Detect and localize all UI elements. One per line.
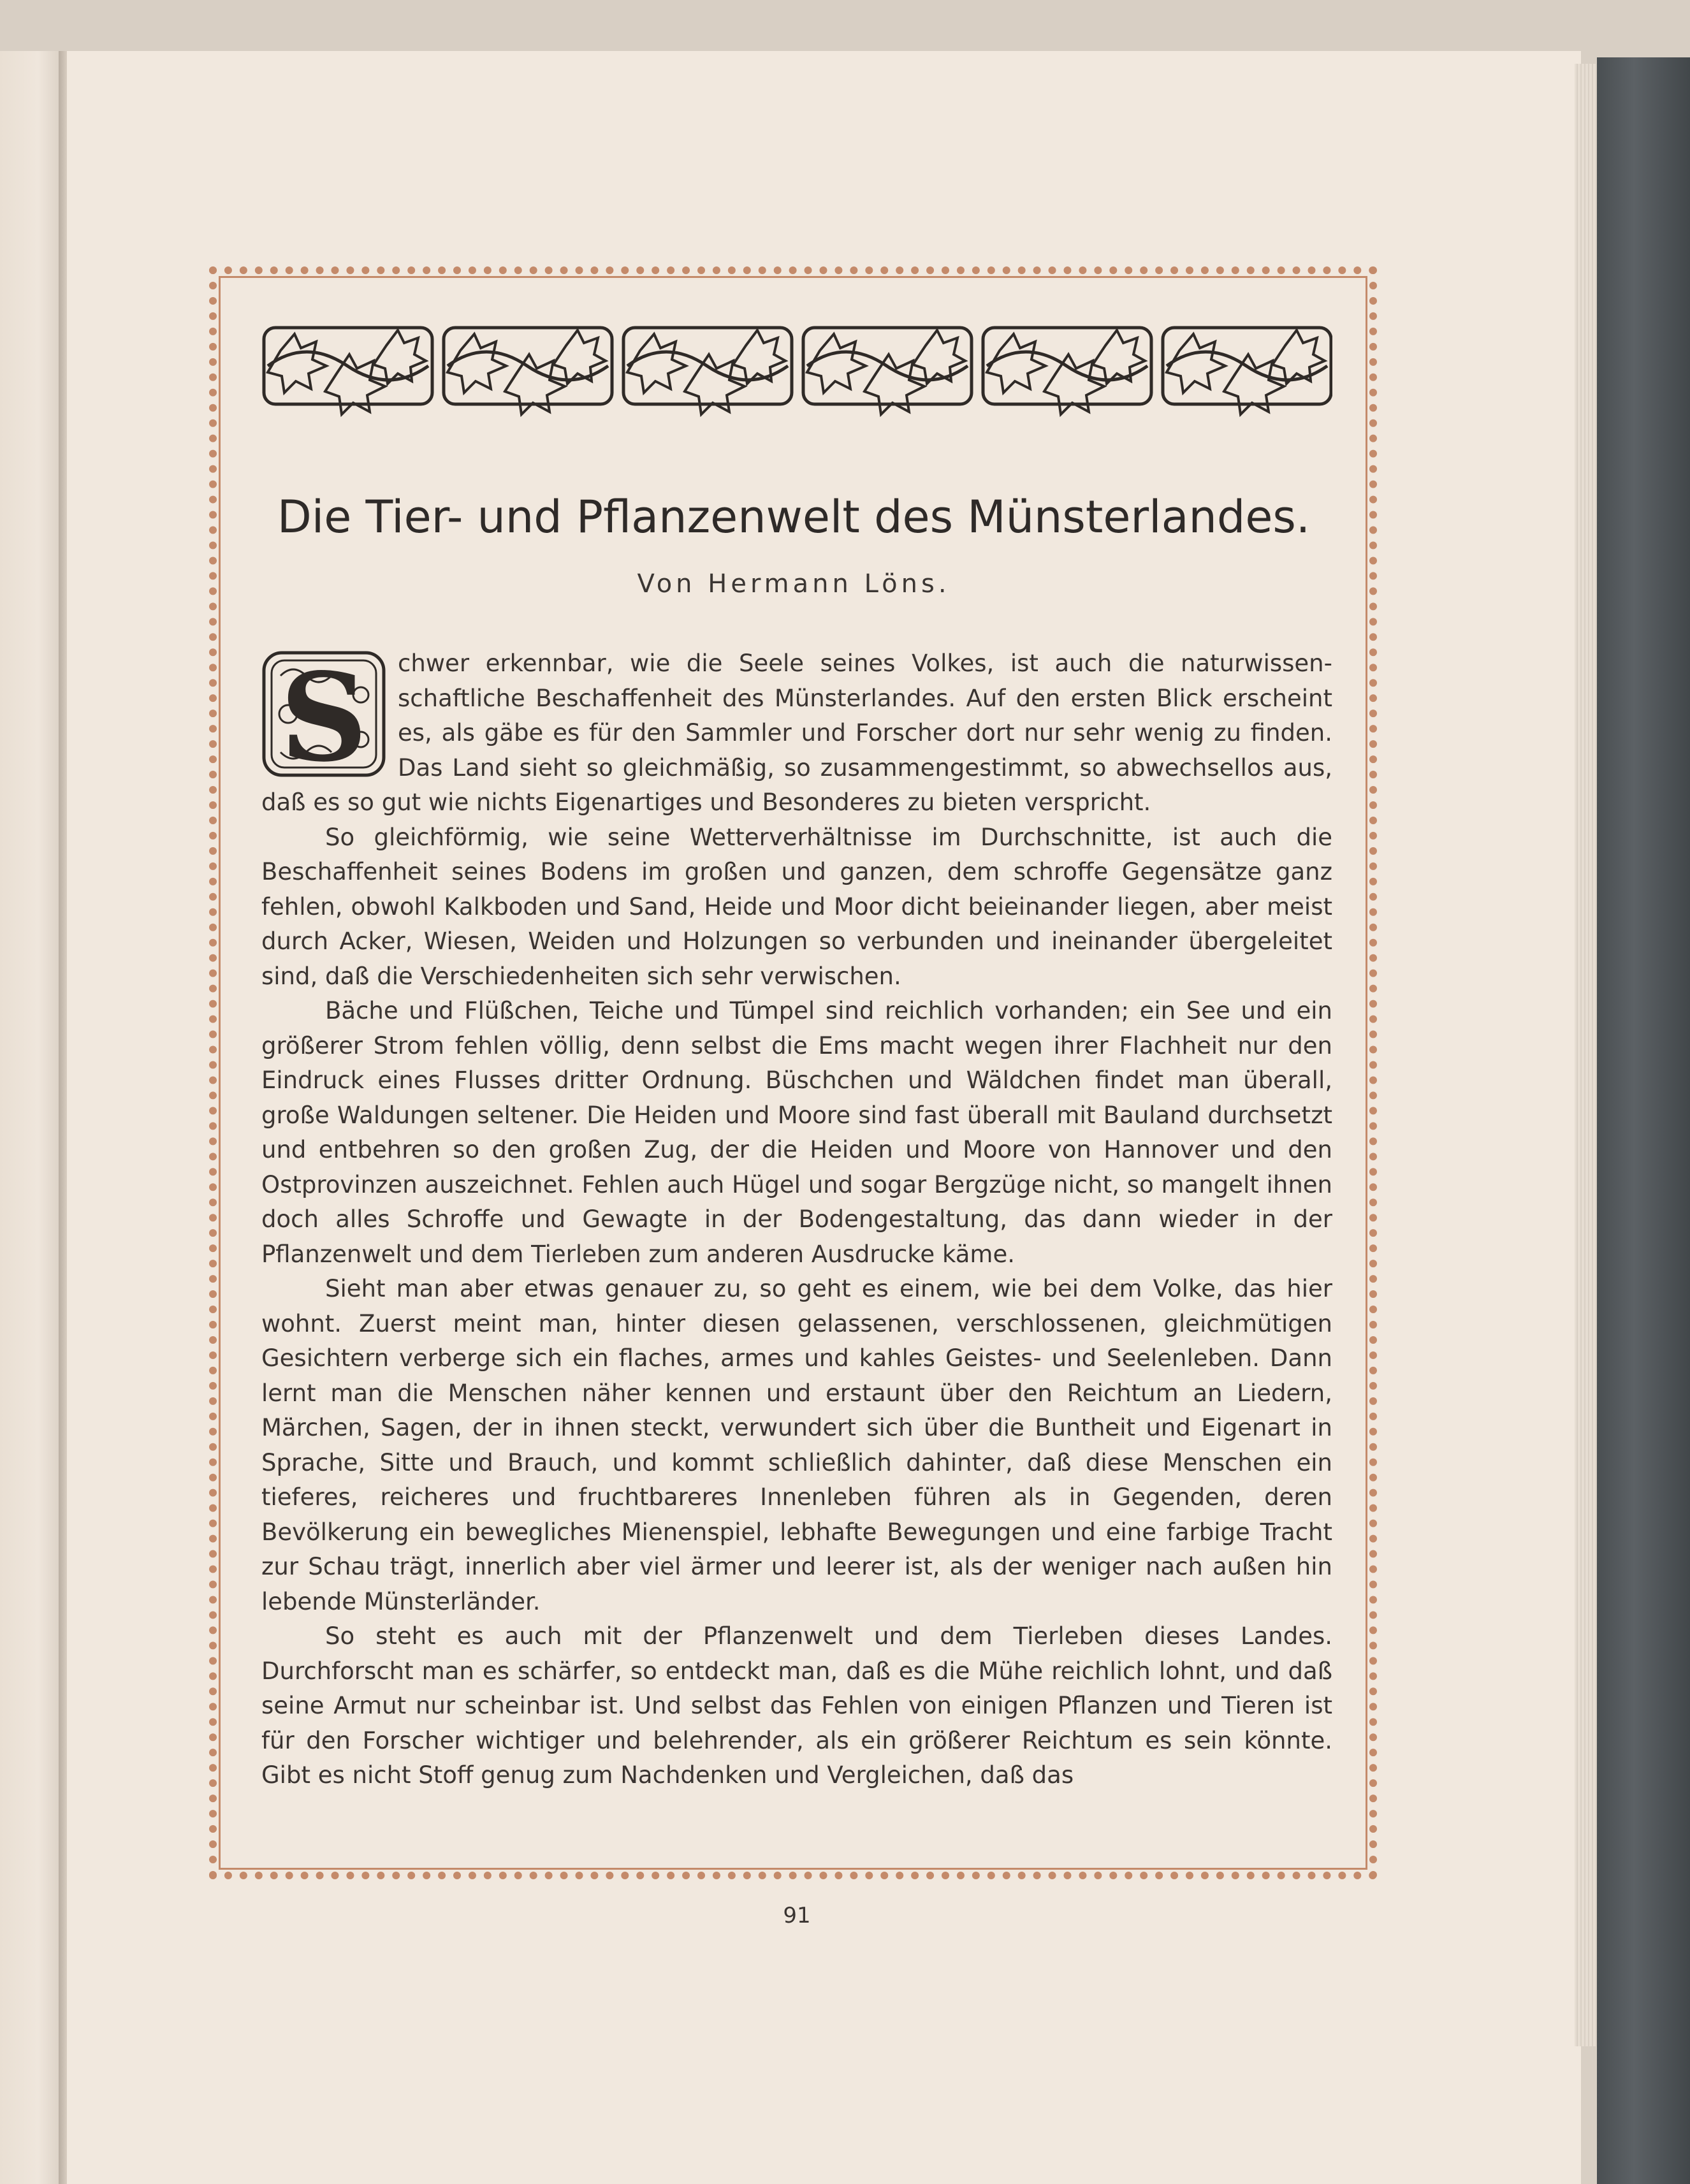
paragraph-1: chwer erkennbar, wie die Seele seines Volkes, ist auch die naturwissenschaftliche Beschaffenheit des Münsterlandes. Auf den ersten Blick erscheint es, als gäbe es für den Sammler und Forscher dort nur sehr wenig zu finden. Das Land sieht so gleichmäßig, so zusammengestimmt, so abwechsellos aus, daß es so gut wie nichts Eigenartiges und Besonderes zu bieten verspricht. xyxy=(261,650,1332,816)
book-cover xyxy=(1597,57,1690,2184)
article-author: Von Hermann Löns. xyxy=(637,569,951,599)
ivy-leaf-border-icon xyxy=(261,312,1332,421)
article-title: Die Tier- und Pflanzenwelt des Münsterlandes. xyxy=(277,491,1311,543)
paragraph-4: Sieht man aber etwas genauer zu, so geht es einem, wie bei dem Volke, das hier wohnt. Zuerst meint man, hinter diesen gelassenen, verschlossenen, gleichmütigen Gesichtern verberge sich ein flaches, armes und kahles Geistes- und Seelenleben. Dann lernt man die Menschen näher kennen und erstaunt über den Reichtum an Liedern, Märchen, Sagen, der in ihnen steckt, verwundert sich über die Buntheit und Eigenart in Sprache, Sitte und Brauch, und kommt schließlich dahinter, daß diese Menschen ein tieferes, reicheres und fruchtbareres Innenleben führen als in Gegenden, deren Bevölkerung ein bewegliches Mienenspiel, lebhafte Bewegungen und eine farbige Tracht zur Schau trägt, innerlich aber viel ärmer und leerer ist, als der weniger nach außen hin lebende Münsterländer. xyxy=(261,1275,1332,1615)
paragraph-2: So gleichförmig, wie seine Wetterverhältnisse im Durchschnitte, ist auch die Beschaffenheit seines Bodens im großen und ganzen, dem schroffe Gegensätze ganz fehlen, obwohl Kalkboden und Sand, Heide und Moor dicht beieinander liegen, aber meist durch Acker, Wiesen, Weiden und Holzungen so verbunden und ineinander übergeleitet sind, daß die Verschiedenheiten sich sehr verwischen. xyxy=(261,823,1332,990)
page-edges xyxy=(1575,64,1600,2046)
left-neighbor-page xyxy=(0,51,64,2184)
paragraph-3: Bäche und Flüßchen, Teiche und Tümpel sind reichlich vorhanden; ein See und ein größerer Strom fehlen völlig, denn selbst die Ems macht wegen ihrer Flachheit nur den Eindruck eines Flusses dritter Ordnung. Büschchen und Wäldchen findet man überall, große Waldungen seltener. Die Heiden und Moore sind fast überall mit Bauland durchsetzt und entbehren so den großen Zug, der die Heiden und Moore von Hannover und den Ostprovinzen auszeichnet. Fehlen auch Hügel und sogar Bergzüge nicht, so mangelt ihnen doch alles Schroffe und Gewagte in der Bodengestaltung, das dann wieder in der Pflanzenwelt und dem Tierleben zum anderen Ausdrucke käme. xyxy=(261,997,1332,1268)
ornamental-initial-s-icon xyxy=(261,650,386,778)
svg-text:S: S xyxy=(280,650,368,778)
page-number: 91 xyxy=(783,1903,811,1928)
article-body xyxy=(261,646,1332,1793)
paragraph-5: So steht es auch mit der Pflanzenwelt und dem Tierleben dieses Landes. Durchforscht man es schärfer, so entdeckt man, daß es die Mühe reichlich lohnt, und daß seine Armut nur scheinbar ist. Und selbst das Fehlen von einigen Pflanzen und Tieren ist für den Forscher wichtiger und belehrender, als ein größerer Reichtum es sein könnte. Gibt es nicht Stoff genug zum Nachdenken und Vergleichen, daß das xyxy=(261,1622,1332,1789)
